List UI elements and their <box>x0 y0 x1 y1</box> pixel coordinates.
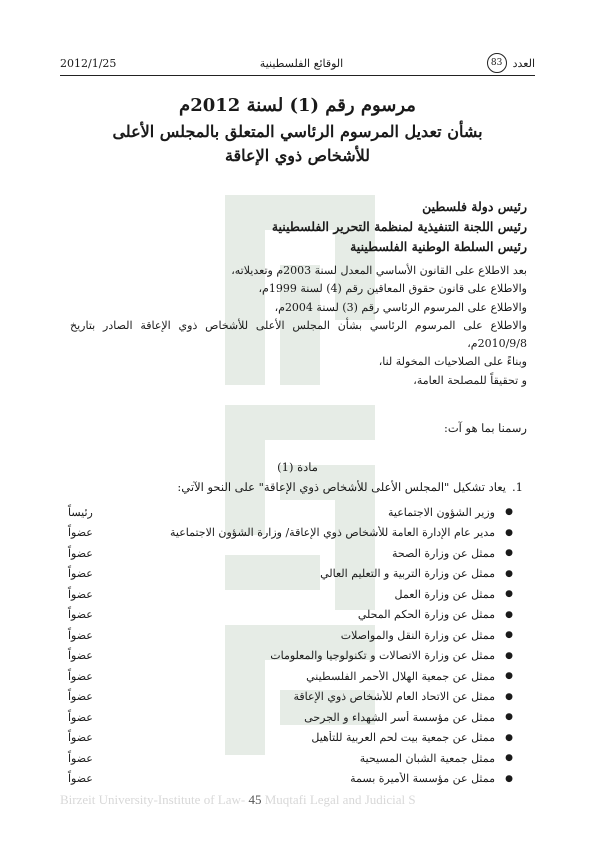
list-item <box>68 543 517 564</box>
page-header <box>60 52 535 74</box>
page-footer <box>60 792 555 808</box>
list-item <box>68 666 517 687</box>
header-date: 2012/1/25 <box>60 56 117 70</box>
member-role: عضواً <box>68 731 93 745</box>
preamble <box>70 262 527 390</box>
member-name: ممثل عن وزارة العمل <box>394 587 495 601</box>
member-role: عضواً <box>68 772 93 786</box>
member-role: عضواً <box>68 710 93 724</box>
member-name: ممثل عن وزارة الاتصالات و تكنولوجيا والمعلومات <box>270 649 495 663</box>
preamble-item: و تحقيقاً للمصلحة العامة، <box>413 373 527 387</box>
bullet-icon: ● <box>505 507 513 518</box>
bullet-icon: ● <box>505 712 513 723</box>
member-role: عضواً <box>68 567 93 581</box>
bullet-icon: ● <box>505 650 513 661</box>
decree-statement: رسمنا بما هو آت: <box>443 421 527 435</box>
bullet-icon: ● <box>505 732 513 743</box>
authority-line: رئيس السلطة الوطنية الفلسطينية <box>350 239 527 254</box>
gazette-name: الوقائع الفلسطينية <box>259 56 344 70</box>
preamble-item: والاطلاع على قانون حقوق المعاقين رقم (4) لسنة 1999م، <box>258 282 527 296</box>
member-name: مدير عام الإدارة العامة للأشخاص ذوي الإعاقة/ وزارة الشؤون الاجتماعية <box>169 526 495 540</box>
bullet-icon: ● <box>505 773 513 784</box>
authority-line: رئيس اللجنة التنفيذية لمنظمة التحرير الفلسطينية <box>271 219 527 234</box>
bullet-icon: ● <box>505 568 513 579</box>
member-role: عضواً <box>68 669 93 683</box>
clause-text: يعاد تشكيل "المجلس الأعلى للأشخاص ذوي الإعاقة" على النحو الآتي: <box>177 480 507 494</box>
list-item <box>68 687 517 708</box>
council-members-list <box>68 502 517 789</box>
bullet-icon: ● <box>505 671 513 682</box>
list-item <box>68 707 517 728</box>
bullet-icon: ● <box>505 589 513 600</box>
issuing-authority <box>60 197 527 257</box>
member-name: ممثل عن وزارة الصحة <box>391 546 495 560</box>
title-line-2: بشأن تعديل المرسوم الرئاسي المتعلق بالمجلس الأعلى <box>112 122 483 141</box>
preamble-item: والاطلاع على المرسوم الرئاسي رقم (3) لسنة 2004م، <box>274 300 527 314</box>
bullet-icon: ● <box>505 609 513 620</box>
member-role: عضواً <box>68 690 93 704</box>
list-item <box>68 502 517 523</box>
list-item <box>68 769 517 790</box>
issue-label: العدد <box>512 56 535 70</box>
member-name: ممثل عن الاتحاد العام للأشخاص ذوي الإعاقة <box>293 690 495 704</box>
page-number: 45 <box>248 792 262 807</box>
title-line-1: مرسوم رقم (1) لسنة 2012م <box>179 95 416 116</box>
member-name: ممثل عن وزارة التربية و التعليم العالي <box>320 567 495 581</box>
footer-watermark-right: Muqtafi Legal and Judicial S <box>264 792 416 807</box>
member-name: ممثل عن وزارة الحكم المحلي <box>357 608 495 622</box>
issue-number-circle: 83 <box>487 53 507 73</box>
member-name: وزير الشؤون الاجتماعية <box>388 505 495 519</box>
title-line-3: للأشخاص ذوي الإعاقة <box>224 146 371 165</box>
authority-line: رئيس دولة فلسطين <box>422 199 527 214</box>
member-role: عضواً <box>68 649 93 663</box>
member-role: عضواً <box>68 628 93 642</box>
bullet-icon: ● <box>505 630 513 641</box>
member-role: عضواً <box>68 587 93 601</box>
member-role: عضواً <box>68 546 93 560</box>
clause-number: 1. <box>512 480 523 494</box>
member-role: رئيساً <box>68 505 93 519</box>
bullet-icon: ● <box>505 691 513 702</box>
list-item <box>68 748 517 769</box>
member-name: ممثل عن جمعية بيت لحم العربية للتأهيل <box>311 731 495 745</box>
member-name: ممثل عن مؤسسة الأميرة بسمة <box>350 772 495 786</box>
list-item <box>68 523 517 544</box>
member-name: ممثل عن مؤسسة أسر الشهداء و الجرحى <box>304 710 495 724</box>
list-item <box>68 728 517 749</box>
preamble-item: وبناءً على الصلاحيات المخولة لنا، <box>378 355 527 369</box>
bullet-icon: ● <box>505 527 513 538</box>
list-item <box>68 584 517 605</box>
member-role: عضواً <box>68 526 93 540</box>
preamble-item: بعد الاطلاع على القانون الأساسي المعدل لسنة 2003م وتعديلاته، <box>231 264 527 277</box>
member-name: ممثل جمعية الشبان المسيحية <box>359 751 495 765</box>
bullet-icon: ● <box>505 548 513 559</box>
list-item <box>68 564 517 585</box>
list-item <box>68 625 517 646</box>
member-role: عضواً <box>68 751 93 765</box>
list-item <box>68 605 517 626</box>
member-role: عضواً <box>68 608 93 622</box>
article-1-clause <box>60 480 523 494</box>
issue-number <box>487 53 535 73</box>
header-divider <box>60 75 535 76</box>
article-title: مادة (1) <box>277 460 318 474</box>
preamble-item: والاطلاع على المرسوم الرئاسي بشأن المجلس الأعلى للأشخاص ذوي الإعاقة الصادر بتاريخ 2010/9/8م، <box>70 318 527 351</box>
list-item <box>68 646 517 667</box>
footer-watermark-left: Birzeit University-Institute of Law- <box>60 792 246 807</box>
member-name: ممثل عن وزارة النقل والمواصلات <box>340 628 495 642</box>
member-name: ممثل عن جمعية الهلال الأحمر الفلسطيني <box>306 669 495 683</box>
decree-title <box>60 95 535 168</box>
bullet-icon: ● <box>505 753 513 764</box>
